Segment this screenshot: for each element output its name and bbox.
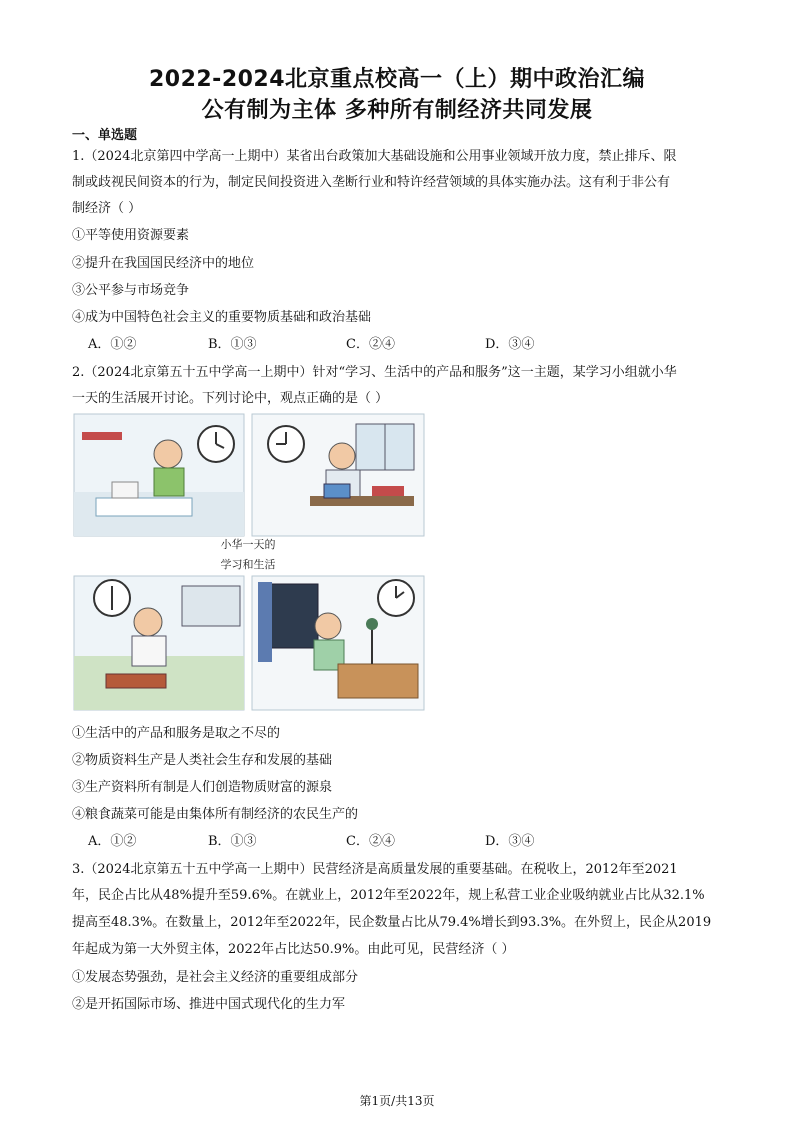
q1-option-b[interactable]: B．①③ <box>208 337 257 352</box>
q1-statement: ②提升在我国国民经济中的地位 <box>72 256 255 271</box>
q1-statement: ④成为中国特色社会主义的重要物质基础和政治基础 <box>72 310 372 325</box>
q1-option-d[interactable]: D．③④ <box>485 337 535 352</box>
q2-statement: ②物质资料生产是人类社会生存和发展的基础 <box>72 753 333 768</box>
q1-stem-line: 制或歧视民间资本的行为，制定民间投资进入垄断行业和特许经营领域的具体实施办法。这有利于非公有 <box>72 175 671 190</box>
illustration-caption: 学习和生活 <box>220 558 276 571</box>
q1-option-c[interactable]: C．②④ <box>346 337 395 352</box>
q2-option-d[interactable]: D．③④ <box>485 834 535 849</box>
q1-statement: ①平等使用资源要素 <box>72 228 190 243</box>
q2-stem-line: 一天的生活展开讨论。下列讨论中，观点正确的是（ ） <box>72 391 389 406</box>
section-heading: 一、单选题 <box>72 128 138 143</box>
q3-stem-line: 年起成为第一大外贸主体，2022年占比达50.9%。由此可见，民营经济（ ） <box>72 942 515 957</box>
q3-stem-line: 年，民企占比从48%提升至59.6%。在就业上，2012年至2022年，规上私营工业企业吸纳就业占比从32.1% <box>72 888 705 903</box>
q2-option-c[interactable]: C．②④ <box>346 834 395 849</box>
illustration-caption: 小华一天的 <box>220 538 276 551</box>
q3-stem-line: 提高至48.3%。在数量上，2012年至2022年，民企数量占比从79.4%增长到93.3%。在外贸上，民企从2019 <box>72 915 712 930</box>
q3-statement: ①发展态势强劲，是社会主义经济的重要组成部分 <box>72 970 359 985</box>
daily-life-illustration <box>72 412 426 712</box>
q1-statement: ③公平参与市场竞争 <box>72 283 190 298</box>
page-number: 第1页/共13页 <box>359 1094 435 1108</box>
q3-stem-line: 3.（2024北京第五十五中学高一上期中）民营经济是高质量发展的重要基础。在税收上，2012年至2021 <box>72 862 678 877</box>
document-title-line1: 2022-2024北京重点校高一（上）期中政治汇编 <box>148 67 646 92</box>
q2-option-b[interactable]: B．①③ <box>208 834 257 849</box>
q2-statement: ①生活中的产品和服务是取之不尽的 <box>72 726 281 741</box>
q3-statement: ②是开拓国际市场、推进中国式现代化的生力军 <box>72 997 346 1012</box>
q2-stem-line: 2.（2024北京第五十五中学高一上期中）针对“学习、生活中的产品和服务”这一主题，某学习小组就小华 <box>72 365 677 380</box>
q2-statement: ④粮食蔬菜可能是由集体所有制经济的农民生产的 <box>72 807 359 822</box>
q1-option-a[interactable]: A．①② <box>88 337 137 352</box>
q2-statement: ③生产资料所有制是人们创造物质财富的源泉 <box>72 780 333 795</box>
q2-option-a[interactable]: A．①② <box>88 834 137 849</box>
q1-stem-line: 制经济（ ） <box>72 201 142 216</box>
document-title-line2: 公有制为主体 多种所有制经济共同发展 <box>201 98 593 123</box>
q1-stem-line: 1.（2024北京第四中学高一上期中）某省出台政策加大基础设施和公用事业领域开放力度，禁止排斥、限 <box>72 149 677 164</box>
